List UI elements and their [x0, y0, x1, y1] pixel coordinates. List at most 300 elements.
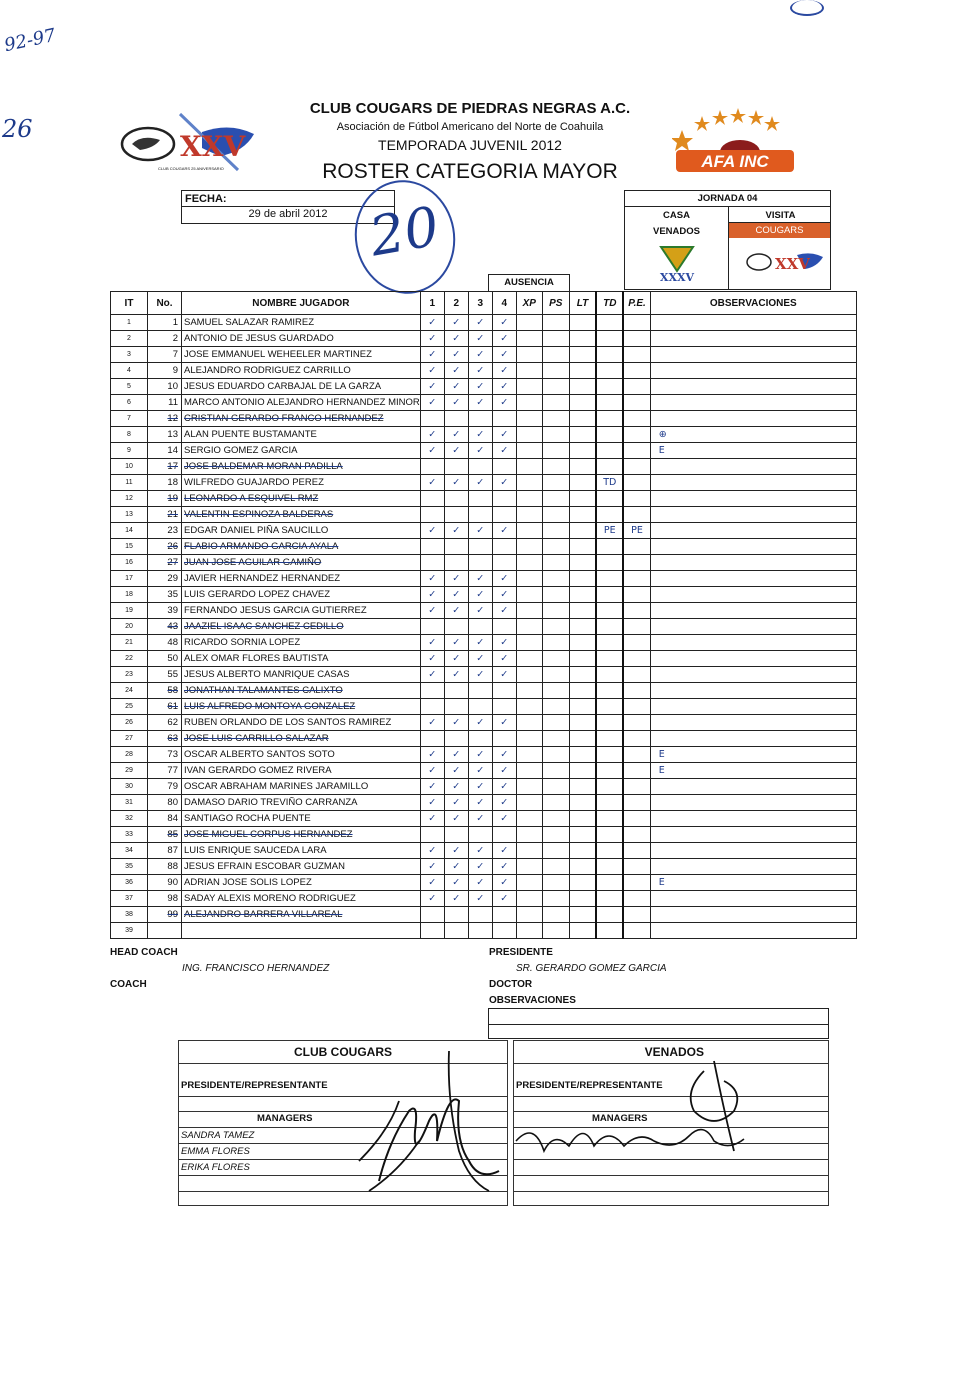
row-xp — [516, 571, 542, 587]
roster-row — [111, 411, 857, 427]
venados-rep-label: PRESIDENTE/REPRESENTANTE — [516, 1080, 663, 1091]
row-td — [596, 699, 623, 715]
row-quarter-2: ✓ — [444, 347, 468, 363]
row-quarter-1 — [420, 459, 444, 475]
row-player-name — [182, 699, 421, 715]
row-player-name-text: JOSE LUIS CARRILLO SALAZAR — [184, 733, 329, 744]
col-it: IT — [111, 292, 148, 315]
row-quarter-2: ✓ — [444, 379, 468, 395]
row-ps — [542, 907, 569, 923]
row-observaciones — [650, 491, 856, 507]
svg-text:XXXV: XXXV — [659, 271, 695, 283]
row-number — [148, 331, 182, 347]
row-xp — [516, 347, 542, 363]
row-it: 34 — [111, 843, 148, 859]
row-pe — [623, 491, 650, 507]
row-xp — [516, 491, 542, 507]
row-player-name — [182, 571, 421, 587]
row-quarter-1: ✓ — [420, 395, 444, 411]
cougars-managers-label: MANAGERS — [257, 1113, 313, 1124]
row-quarter-4 — [492, 459, 516, 475]
row-player-name — [182, 331, 421, 347]
col-name: NOMBRE JUGADOR — [182, 292, 421, 315]
row-player-name-text: LUIS ENRIQUE SAUCEDA LARA — [184, 845, 327, 856]
row-player-name-text: CRISTIAN GERARDO FRANCO HERNANDEZ — [184, 413, 384, 424]
row-number — [148, 443, 182, 459]
row-pe — [623, 507, 650, 523]
row-quarter-1 — [420, 555, 444, 571]
row-number — [148, 427, 182, 443]
roster-row — [111, 363, 857, 379]
row-pe — [623, 539, 650, 555]
row-quarter-4: ✓ — [492, 811, 516, 827]
row-observaciones — [650, 539, 856, 555]
row-player-name — [182, 811, 421, 827]
roster-row — [111, 571, 857, 587]
row-ps — [542, 667, 569, 683]
row-lt — [569, 795, 596, 811]
presidente-name: SR. GERARDO GOMEZ GARCIA — [516, 963, 667, 974]
home-team: VENADOS — [653, 226, 700, 237]
row-number-text: 84 — [167, 813, 178, 824]
row-td — [596, 555, 623, 571]
row-quarter-3 — [468, 491, 492, 507]
row-quarter-3 — [468, 923, 492, 939]
row-pe — [623, 795, 650, 811]
row-player-name — [182, 459, 421, 475]
row-player-name — [182, 763, 421, 779]
col-obs: OBSERVACIONES — [650, 292, 856, 315]
row-it: 2 — [111, 331, 148, 347]
cougars-logo-caption: CLUB COUGARS 25 ANIVERSARIO — [158, 166, 224, 171]
row-player-name — [182, 491, 421, 507]
row-quarter-3: ✓ — [468, 779, 492, 795]
row-player-name-text: WILFREDO GUAJARDO PEREZ — [184, 477, 324, 488]
row-ps — [542, 491, 569, 507]
row-number-text: 39 — [167, 605, 178, 616]
row-xp — [516, 635, 542, 651]
row-td — [596, 315, 623, 331]
row-player-name-text: ALEJANDRO RODRIGUEZ CARRILLO — [184, 365, 351, 376]
row-xp — [516, 331, 542, 347]
row-player-name — [182, 411, 421, 427]
row-it: 28 — [111, 747, 148, 763]
row-quarter-1: ✓ — [420, 347, 444, 363]
row-ps — [542, 715, 569, 731]
row-it: 36 — [111, 875, 148, 891]
row-number — [148, 699, 182, 715]
row-quarter-2 — [444, 411, 468, 427]
row-quarter-4 — [492, 683, 516, 699]
row-quarter-3 — [468, 619, 492, 635]
row-ps — [542, 731, 569, 747]
row-pe — [623, 571, 650, 587]
roster-header-row — [111, 292, 857, 315]
row-quarter-2: ✓ — [444, 811, 468, 827]
row-xp — [516, 763, 542, 779]
row-number — [148, 859, 182, 875]
row-it: 32 — [111, 811, 148, 827]
row-observaciones: E — [650, 763, 856, 779]
col-no: No. — [148, 292, 182, 315]
row-xp — [516, 427, 542, 443]
row-number — [148, 475, 182, 491]
row-xp — [516, 795, 542, 811]
row-ps — [542, 539, 569, 555]
row-it: 35 — [111, 859, 148, 875]
row-it: 18 — [111, 587, 148, 603]
row-observaciones — [650, 907, 856, 923]
row-observaciones — [650, 651, 856, 667]
away-team: COUGARS — [755, 225, 804, 236]
row-it: 15 — [111, 539, 148, 555]
row-quarter-4 — [492, 923, 516, 939]
row-quarter-2 — [444, 923, 468, 939]
row-quarter-4: ✓ — [492, 347, 516, 363]
ausencia-header: AUSENCIA — [488, 274, 570, 292]
cougars-manager-3: ERIKA FLORES — [181, 1162, 250, 1173]
jornada-box — [624, 190, 831, 290]
row-ps — [542, 411, 569, 427]
roster-row — [111, 635, 857, 651]
row-number-text: 50 — [167, 653, 178, 664]
row-xp — [516, 875, 542, 891]
row-observaciones — [650, 507, 856, 523]
row-number-text: 10 — [167, 381, 178, 392]
row-player-name — [182, 347, 421, 363]
row-td — [596, 619, 623, 635]
row-observaciones — [650, 395, 856, 411]
row-number — [148, 459, 182, 475]
row-number-text: 43 — [167, 621, 178, 632]
cougars-rep-label: PRESIDENTE/REPRESENTANTE — [181, 1080, 328, 1091]
row-td — [596, 443, 623, 459]
row-xp — [516, 715, 542, 731]
row-quarter-4: ✓ — [492, 395, 516, 411]
row-lt — [569, 315, 596, 331]
row-number — [148, 635, 182, 651]
row-quarter-3 — [468, 459, 492, 475]
row-number — [148, 555, 182, 571]
row-it: 7 — [111, 411, 148, 427]
row-xp — [516, 619, 542, 635]
row-number — [148, 667, 182, 683]
row-lt — [569, 779, 596, 795]
row-it: 26 — [111, 715, 148, 731]
roster-table — [110, 291, 857, 939]
row-quarter-4: ✓ — [492, 651, 516, 667]
row-quarter-3: ✓ — [468, 603, 492, 619]
row-player-name-text: ADRIAN JOSE SOLIS LOPEZ — [184, 877, 312, 888]
row-it: 21 — [111, 635, 148, 651]
row-td — [596, 507, 623, 523]
row-ps — [542, 571, 569, 587]
row-quarter-4: ✓ — [492, 715, 516, 731]
row-ps — [542, 891, 569, 907]
row-quarter-4: ✓ — [492, 763, 516, 779]
row-player-name-text: LEONARDO A ESQUIVEL RMZ — [184, 493, 319, 504]
row-quarter-3: ✓ — [468, 651, 492, 667]
row-quarter-1: ✓ — [420, 587, 444, 603]
row-quarter-1: ✓ — [420, 651, 444, 667]
roster-row — [111, 699, 857, 715]
venados-signature-scribble — [514, 1051, 774, 1181]
row-quarter-1: ✓ — [420, 811, 444, 827]
row-number-text: 19 — [167, 493, 178, 504]
row-td — [596, 859, 623, 875]
row-quarter-1: ✓ — [420, 891, 444, 907]
cougars-signature-box — [178, 1040, 508, 1206]
row-pe — [623, 699, 650, 715]
row-number — [148, 619, 182, 635]
row-quarter-3: ✓ — [468, 635, 492, 651]
row-quarter-4 — [492, 555, 516, 571]
row-player-name — [182, 475, 421, 491]
row-it: 37 — [111, 891, 148, 907]
row-observaciones — [650, 587, 856, 603]
row-pe — [623, 875, 650, 891]
cougars-logo — [120, 112, 260, 174]
row-lt — [569, 347, 596, 363]
row-number — [148, 683, 182, 699]
afa-logo-text: AFA INC — [701, 152, 769, 171]
row-quarter-2 — [444, 555, 468, 571]
row-quarter-1 — [420, 907, 444, 923]
row-ps — [542, 699, 569, 715]
row-it: 23 — [111, 667, 148, 683]
row-observaciones — [650, 555, 856, 571]
row-player-name — [182, 363, 421, 379]
away-label: VISITA — [765, 210, 796, 221]
row-observaciones — [650, 715, 856, 731]
row-quarter-3 — [468, 907, 492, 923]
row-ps — [542, 635, 569, 651]
row-td — [596, 395, 623, 411]
row-td — [596, 347, 623, 363]
row-number — [148, 923, 182, 939]
row-td: TD — [596, 475, 623, 491]
row-observaciones: E — [650, 875, 856, 891]
row-number-text: 85 — [167, 829, 178, 840]
row-player-name-text: VALENTIN ESPINOZA BALDERAS — [184, 509, 334, 520]
row-observaciones — [650, 347, 856, 363]
row-xp — [516, 907, 542, 923]
row-quarter-4: ✓ — [492, 571, 516, 587]
row-quarter-1: ✓ — [420, 331, 444, 347]
row-observaciones — [650, 827, 856, 843]
row-observaciones — [650, 331, 856, 347]
row-number-text: 55 — [167, 669, 178, 680]
row-pe — [623, 651, 650, 667]
association-title: Asociación de Fútbol Americano del Norte de Coahuila — [336, 121, 604, 133]
row-quarter-2: ✓ — [444, 667, 468, 683]
row-quarter-3 — [468, 539, 492, 555]
roster-row — [111, 491, 857, 507]
row-quarter-2: ✓ — [444, 875, 468, 891]
row-quarter-3 — [468, 683, 492, 699]
row-number — [148, 651, 182, 667]
row-it: 17 — [111, 571, 148, 587]
row-player-name-text: EDGAR DANIEL PIÑA SAUCILLO — [184, 525, 329, 536]
row-pe — [623, 331, 650, 347]
row-quarter-1: ✓ — [420, 779, 444, 795]
row-lt — [569, 459, 596, 475]
roster-row — [111, 587, 857, 603]
row-quarter-3: ✓ — [468, 859, 492, 875]
row-quarter-1 — [420, 923, 444, 939]
row-ps — [542, 427, 569, 443]
row-td — [596, 587, 623, 603]
row-quarter-3: ✓ — [468, 843, 492, 859]
row-quarter-2: ✓ — [444, 779, 468, 795]
row-ps — [542, 587, 569, 603]
row-ps — [542, 331, 569, 347]
row-quarter-2: ✓ — [444, 571, 468, 587]
row-it: 16 — [111, 555, 148, 571]
row-lt — [569, 411, 596, 427]
row-quarter-2 — [444, 731, 468, 747]
away-team-banner — [729, 223, 830, 238]
row-td — [596, 811, 623, 827]
corner-note-mid: 26 — [2, 115, 33, 143]
row-number-text: 7 — [172, 349, 178, 360]
row-pe — [623, 587, 650, 603]
row-xp — [516, 411, 542, 427]
row-pe — [623, 667, 650, 683]
row-number — [148, 811, 182, 827]
cougars-manager-1: SANDRA TAMEZ — [181, 1130, 255, 1141]
row-xp — [516, 891, 542, 907]
row-quarter-4 — [492, 619, 516, 635]
row-quarter-2: ✓ — [444, 651, 468, 667]
roster-row — [111, 347, 857, 363]
col-q2: 2 — [444, 292, 468, 315]
row-quarter-4: ✓ — [492, 667, 516, 683]
row-quarter-4: ✓ — [492, 315, 516, 331]
row-lt — [569, 523, 596, 539]
row-ps — [542, 651, 569, 667]
row-quarter-4 — [492, 507, 516, 523]
row-number-text: 90 — [167, 877, 178, 888]
row-quarter-3: ✓ — [468, 667, 492, 683]
row-quarter-3: ✓ — [468, 395, 492, 411]
row-pe — [623, 347, 650, 363]
row-player-name — [182, 315, 421, 331]
row-td — [596, 603, 623, 619]
cougars-logo-text: XXV — [180, 130, 246, 163]
row-quarter-3 — [468, 731, 492, 747]
row-pe — [623, 475, 650, 491]
row-xp — [516, 747, 542, 763]
row-number — [148, 315, 182, 331]
head-coach-name: ING. FRANCISCO HERNANDEZ — [182, 963, 330, 974]
row-player-name — [182, 635, 421, 651]
season-title: TEMPORADA JUVENIL 2012 — [378, 137, 562, 153]
roster-row — [111, 331, 857, 347]
row-pe — [623, 315, 650, 331]
row-pe — [623, 459, 650, 475]
row-td — [596, 411, 623, 427]
row-quarter-2: ✓ — [444, 395, 468, 411]
row-player-name — [182, 875, 421, 891]
row-td — [596, 763, 623, 779]
row-player-name-text: OSCAR ALBERTO SANTOS SOTO — [184, 749, 335, 760]
row-number-text: 77 — [167, 765, 178, 776]
row-lt — [569, 747, 596, 763]
row-player-name — [182, 795, 421, 811]
row-quarter-3: ✓ — [468, 747, 492, 763]
row-player-name-text: RUBEN ORLANDO DE LOS SANTOS RAMIREZ — [184, 717, 392, 728]
row-player-name — [182, 651, 421, 667]
row-player-name — [182, 443, 421, 459]
row-xp — [516, 667, 542, 683]
row-quarter-3 — [468, 507, 492, 523]
row-quarter-3: ✓ — [468, 571, 492, 587]
row-player-name-text: IVAN GERARDO GOMEZ RIVERA — [184, 765, 332, 776]
row-pe — [623, 811, 650, 827]
row-quarter-3 — [468, 411, 492, 427]
row-number — [148, 715, 182, 731]
row-quarter-2: ✓ — [444, 363, 468, 379]
row-player-name-text: FLABIO ARMANDO GARCIA AYALA — [184, 541, 339, 552]
row-lt — [569, 699, 596, 715]
row-quarter-4: ✓ — [492, 795, 516, 811]
row-pe — [623, 555, 650, 571]
row-lt — [569, 507, 596, 523]
row-pe — [623, 619, 650, 635]
row-td — [596, 459, 623, 475]
row-ps — [542, 779, 569, 795]
roster-row — [111, 763, 857, 779]
row-quarter-4 — [492, 539, 516, 555]
row-quarter-4: ✓ — [492, 523, 516, 539]
row-lt — [569, 539, 596, 555]
roster-row — [111, 731, 857, 747]
row-number-text: 9 — [172, 365, 178, 376]
row-quarter-4: ✓ — [492, 603, 516, 619]
row-xp — [516, 507, 542, 523]
row-quarter-1 — [420, 827, 444, 843]
row-player-name — [182, 907, 421, 923]
row-it: 11 — [111, 475, 148, 491]
row-ps — [542, 395, 569, 411]
row-number — [148, 363, 182, 379]
row-lt — [569, 811, 596, 827]
row-quarter-1 — [420, 491, 444, 507]
row-pe — [623, 683, 650, 699]
row-td — [596, 923, 623, 939]
row-quarter-4: ✓ — [492, 875, 516, 891]
row-number-text: 1 — [172, 317, 178, 328]
row-it: 27 — [111, 731, 148, 747]
roster-row — [111, 891, 857, 907]
row-quarter-4: ✓ — [492, 379, 516, 395]
roster-row — [111, 827, 857, 843]
row-lt — [569, 843, 596, 859]
row-player-name — [182, 859, 421, 875]
row-number-text: 2 — [172, 333, 178, 344]
row-ps — [542, 763, 569, 779]
row-ps — [542, 827, 569, 843]
row-number — [148, 571, 182, 587]
roster-row — [111, 923, 857, 939]
row-it: 29 — [111, 763, 148, 779]
row-number-text: 26 — [167, 541, 178, 552]
row-player-name — [182, 891, 421, 907]
row-quarter-2 — [444, 683, 468, 699]
row-observaciones: ⊕ — [650, 427, 856, 443]
row-quarter-1: ✓ — [420, 635, 444, 651]
